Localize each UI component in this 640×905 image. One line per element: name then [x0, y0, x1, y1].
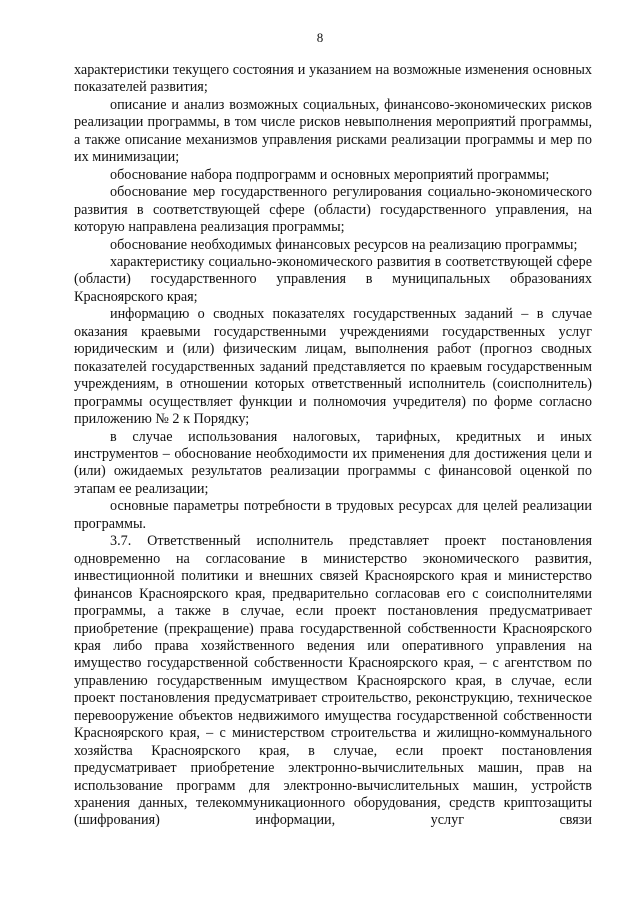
paragraph: 3.7. Ответственный исполнитель представляет проект постановления одновременно на согласование в министерство экономического развития, инвестиционной политики и внешних связей Красноярского края и министерство финансов Красноярского края, предварительно согласовав его с соисполнителями программы, а также в случае, если проект постановления предусматривает приобретение (прекращение) права государственной собственности Красноярского края либо права хозяйственного ведения или оперативного управления на имущество государственной собственности Красноярского края, – с агентством по управлению государственным имуществом Красноярского края, в случае, если проект постановления предусматривает строительство, реконструкцию, техническое перевооружение объектов недвижимого имущества государственной собственности Красноярского края, – с министерством строительства и жилищно-коммунального хозяйства Красноярского края, в случае, если проект постановления предусматривает приобретение электронно-вычислительных машин, прав на использование программ для электронно-вычислительных машин, устройств хранения данных, телекоммуникационного оборудования, средств криптозащиты (шифрования) информации, услуг связи: [74, 533, 592, 829]
paragraph: в случае использования налоговых, тарифных, кредитных и иных инструментов – обоснование необходимости их применения для достижения цели и (или) ожидаемых результатов реализации программы с финансовой оценкой по этапам ее реализации;: [74, 428, 592, 497]
paragraph: обоснование мер государственного регулирования социально-экономического развития в соответствующей сфере (области) государственного управления, на которую направлена реализация программы;: [74, 184, 592, 236]
paragraph: обоснование необходимых финансовых ресурсов на реализацию программы;: [110, 236, 578, 253]
paragraph: информацию о сводных показателях государственных заданий – в случае оказания краевыми государственными учреждениями государственных услуг юридическим и (или) физическим лицам, выполнения работ (прогноз сводных показателей государственных заданий представляется по краевым государственным учреждениям, в отношении которых ответственный исполнитель (соисполнитель) программы осуществляет функции и полномочия учредителя) по форме согласно приложению № 2 к Порядку;: [74, 306, 592, 428]
page-number: 8: [316, 30, 324, 45]
paragraph: обоснование набора подпрограмм и основных мероприятий программы;: [110, 166, 550, 183]
paragraph: характеристики текущего состояния и указанием на возможные изменения основных показателей развития;: [74, 62, 592, 96]
paragraph: основные параметры потребности в трудовых ресурсах для целей реализации программы.: [74, 498, 592, 532]
paragraph: описание и анализ возможных социальных, финансово-экономических рисков реализации программы, в том числе рисков невыполнения мероприятий программы, а также описание механизмов управления рисками реализации программы и мер по их минимизации;: [74, 96, 592, 166]
document-body: [74, 62, 592, 830]
paragraph: характеристику социально-экономического развития в соответствующей сфере (области) государственного управления в муниципальных образованиях Красноярского края;: [74, 253, 592, 305]
